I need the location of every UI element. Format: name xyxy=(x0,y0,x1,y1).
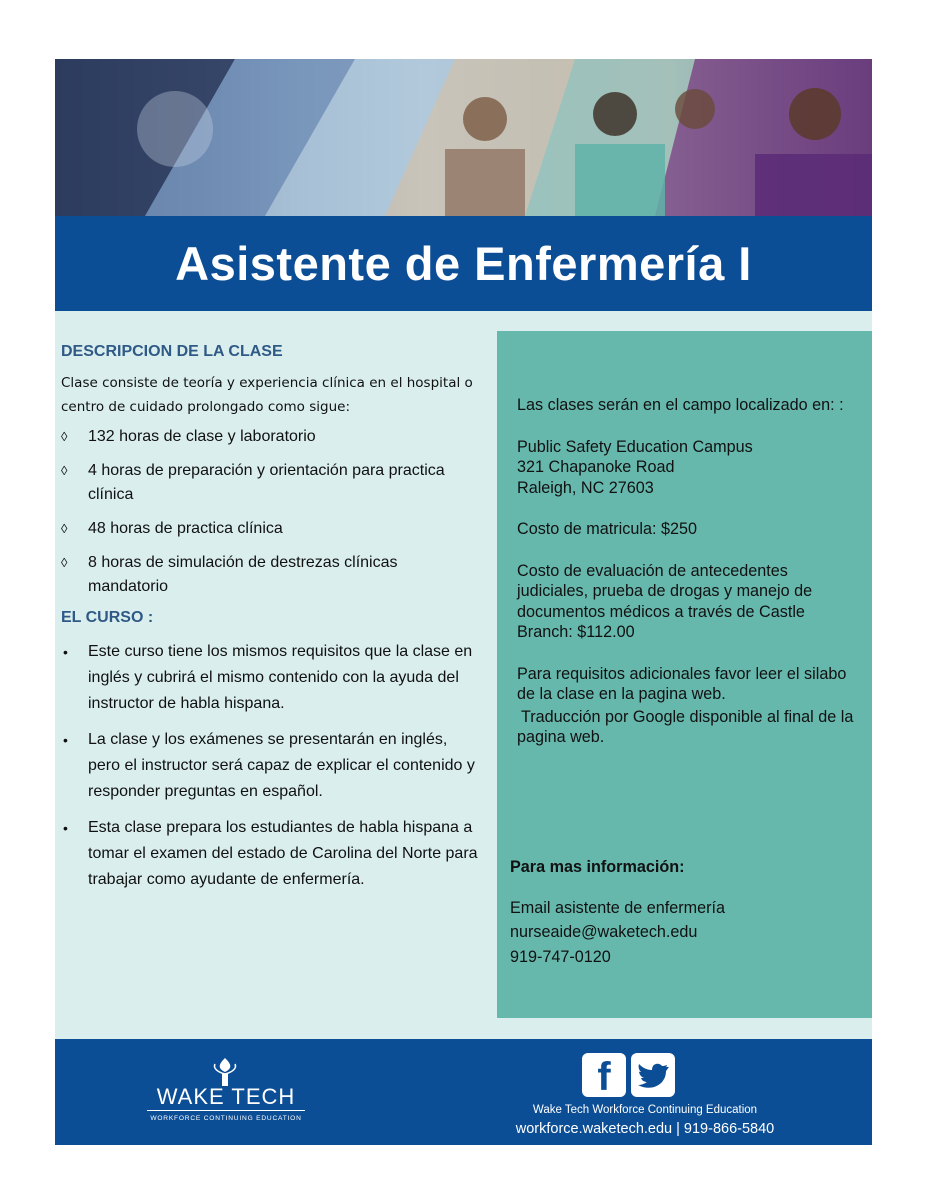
description-intro: Clase consiste de teoría y experiencia clínica en el hospital o centro de cuidado prolongado como sigue: xyxy=(61,375,473,415)
torch-icon xyxy=(205,1056,245,1086)
bullet-icon: • xyxy=(63,820,68,836)
email-link[interactable]: nurseaide@waketech.edu xyxy=(510,923,698,941)
logo-divider xyxy=(147,1110,305,1111)
logo-text: WAKE TECH xyxy=(156,1084,296,1109)
footer xyxy=(55,1039,872,1145)
bullet-icon: • xyxy=(63,732,68,748)
contact-info xyxy=(510,855,860,969)
diamond-bullet-icon: ◊ xyxy=(61,555,68,570)
list-item: ◊ 8 horas de simulación de destrezas clínicas mandatorio xyxy=(61,551,481,599)
contact-heading: Para mas información: xyxy=(510,858,685,876)
left-column xyxy=(61,343,481,903)
list-item: • Este curso tiene los mismos requisitos que la clase en inglés y cubrirá el mismo contenido con la ayuda del instructor de habla hispana. xyxy=(61,639,481,717)
diamond-bullet-icon: ◊ xyxy=(61,429,68,444)
location-intro: Las clases serán en el campo localizado en: : xyxy=(517,396,844,414)
org-name: Wake Tech Workforce Continuing Education xyxy=(532,1104,758,1116)
info-panel xyxy=(497,331,872,1018)
campus-name: Public Safety Education Campus xyxy=(517,437,753,456)
logo-subtitle: WORKFORCE CONTINUING EDUCATION xyxy=(150,1115,302,1122)
street-address: 321 Chapanoke Road xyxy=(517,458,675,476)
location-info xyxy=(517,395,862,769)
course-heading: EL CURSO : xyxy=(61,609,154,626)
diamond-bullet-icon: ◊ xyxy=(61,463,68,478)
tuition-cost: Costo de matricula: $250 xyxy=(517,520,697,538)
wake-tech-logo xyxy=(147,1056,307,1131)
phone-number: 919-747-0120 xyxy=(510,947,611,966)
list-item: ◊ 132 horas de clase y laboratorio xyxy=(61,425,481,449)
campus-address xyxy=(517,437,862,499)
course-list xyxy=(61,639,481,893)
email-label: Email asistente de enfermería xyxy=(510,898,726,917)
bullet-icon: • xyxy=(63,644,68,660)
description-heading: DESCRIPCION DE LA CLASE xyxy=(61,343,283,360)
list-item: ◊ 4 horas de preparación y orientación para practica clínica xyxy=(61,459,481,507)
background-check-cost: Costo de evaluación de antecedentes judiciales, prueba de drogas y manejo de documentos médicos a través de Castle Branch: $112.00 xyxy=(517,561,813,641)
city-state-zip: Raleigh, NC 27603 xyxy=(517,478,654,497)
requirements-note: Para requisitos adicionales favor leer el silabo de la clase en la pagina web. xyxy=(517,664,847,703)
footer-contact-line[interactable]: workforce.waketech.edu | 919-866-5840 xyxy=(515,1121,775,1137)
facebook-icon[interactable]: f xyxy=(582,1053,626,1097)
page-title: Asistente de Enfermería I xyxy=(175,237,752,290)
header-photo-banner xyxy=(55,59,872,216)
title-bar xyxy=(55,216,872,311)
diamond-bullet-icon: ◊ xyxy=(61,521,68,536)
list-item: • Esta clase prepara los estudiantes de habla hispana a tomar el examen del estado de Carolina del Norte para trabajar como ayudante de enfermería. xyxy=(61,815,481,893)
translation-note: Traducción por Google disponible al final de la pagina web. xyxy=(517,707,854,746)
description-list xyxy=(61,425,481,599)
list-item: ◊ 48 horas de practica clínica xyxy=(61,517,481,541)
list-item: • La clase y los exámenes se presentarán en inglés, pero el instructor será capaz de explicar el contenido y responder preguntas en español. xyxy=(61,727,481,805)
twitter-icon[interactable] xyxy=(631,1053,675,1097)
